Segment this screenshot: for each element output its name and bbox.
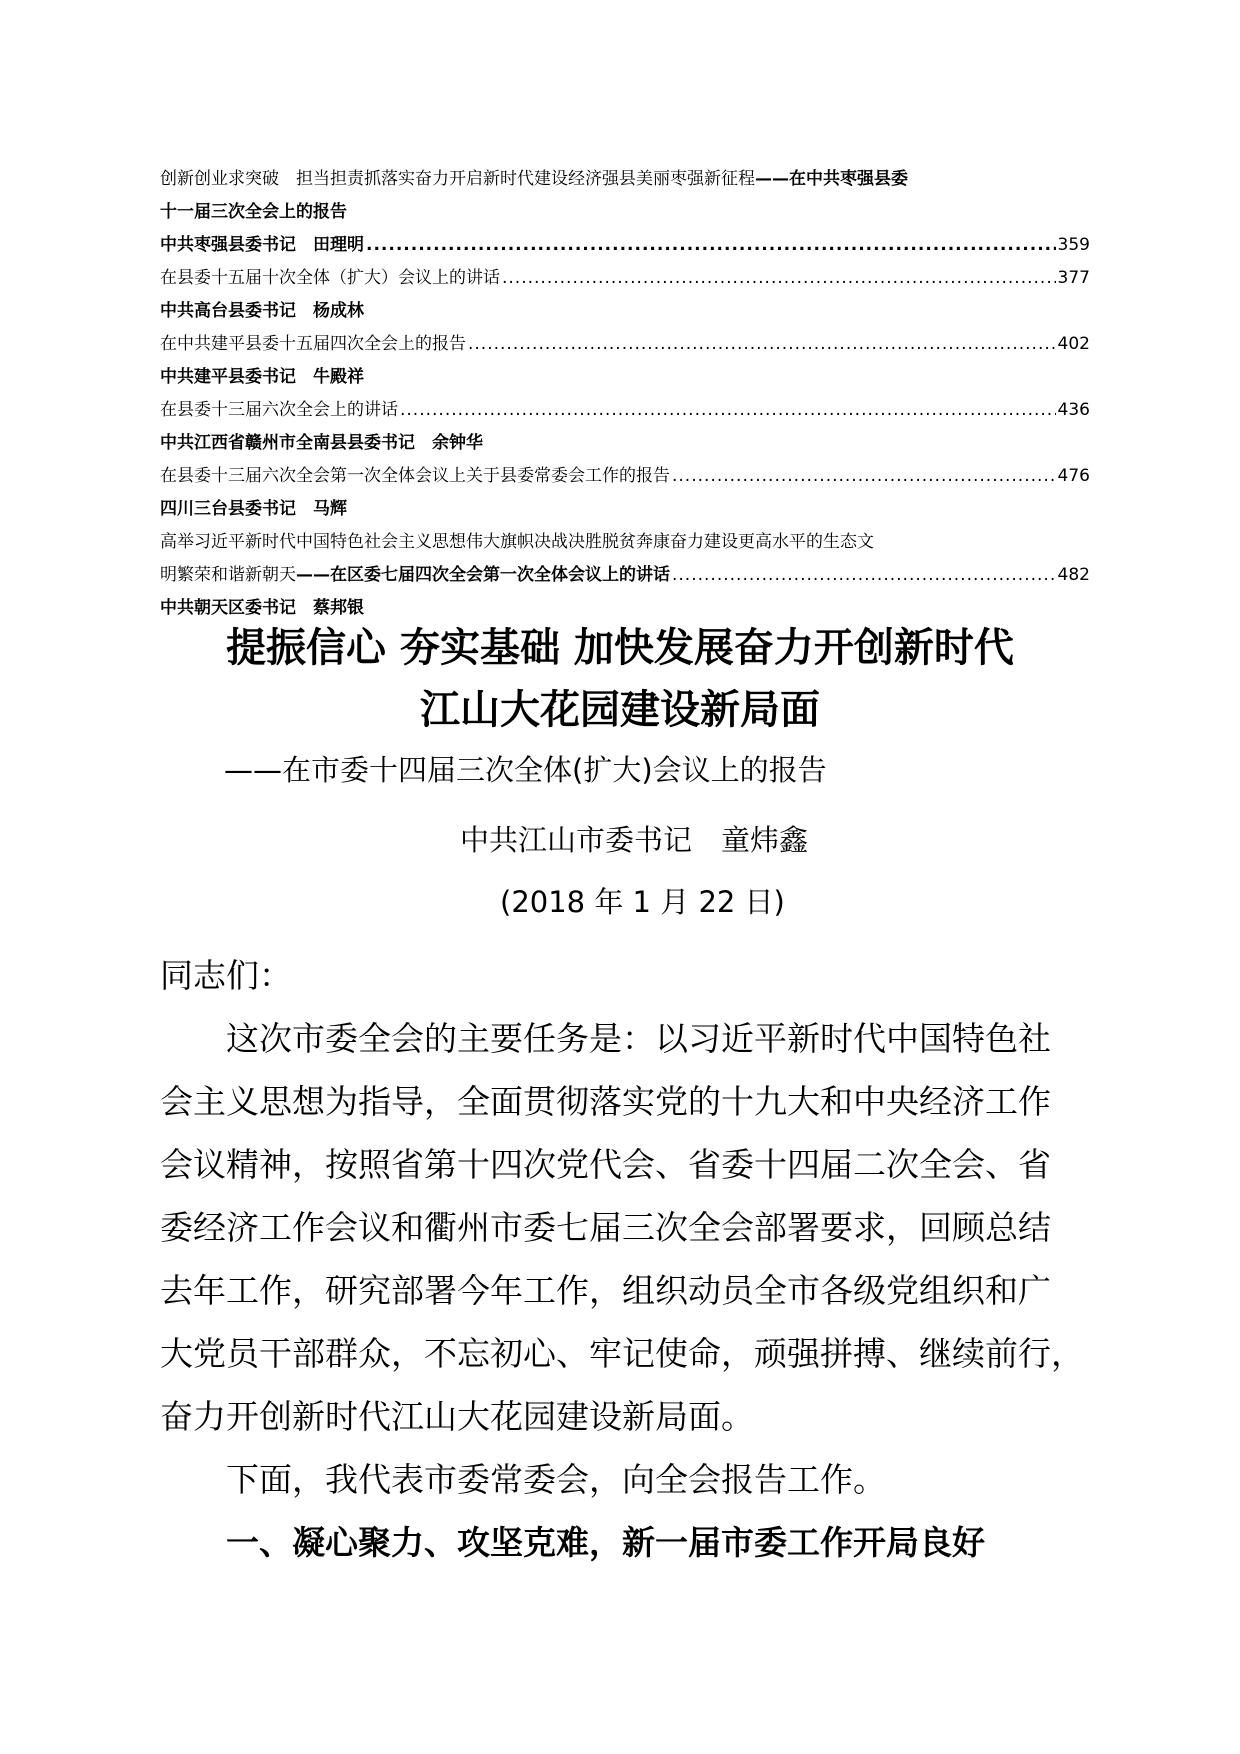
paragraph-line: 奋力开创新时代江山大花园建设新局面。 (160, 1397, 754, 1436)
toc-title-1-continued: 十一届三次全会上的报告 (160, 202, 347, 222)
toc-title-1 (160, 163, 1090, 196)
toc-title-1-main: 创新创业求突破 担当担责抓落实奋力开启新时代建设经济强县美丽枣强新征程 (160, 169, 755, 189)
toc-entry-5 (160, 460, 1090, 493)
paragraph-line: 会主义思想为指导，全面贯彻落实党的十九大和中央经济工作 (160, 1082, 1051, 1121)
paragraph-line: 委经济工作会议和衢州市委七届三次全会部署要求，回顾总结 (160, 1208, 1051, 1247)
toc-entry-2 (160, 262, 1090, 295)
toc-entry-1 (160, 229, 1090, 262)
toc-leader-dots (672, 460, 1056, 493)
toc-leader-dots (672, 559, 1056, 592)
toc-page-number: 476 (1057, 466, 1090, 486)
toc-entry-title: 在中共建平县委十五届四次全会上的报告 (160, 334, 466, 354)
toc-author-6: 中共朝天区委书记 蔡邦银 (160, 598, 364, 618)
toc-entry-title: 在县委十三届六次全会第一次全体会议上关于县委常委会工作的报告 (160, 466, 670, 486)
toc-leader-dots (468, 328, 1056, 361)
toc-entry-title: 明繁荣和谐新朝天 (160, 565, 296, 585)
toc-entry-subtitle: ——在区委七届四次全会第一次全体会议上的讲话 (296, 565, 670, 585)
toc-title-6: 高举习近平新时代中国特色社会主义思想伟大旗帜决战决胜脱贫奔康奋力建设更高水平的生态文 (160, 532, 874, 552)
paragraph-1 (160, 1007, 1120, 1448)
paragraph-line: 大党员干部群众，不忘初心、牢记使命，顽强拼搏、继续前行， (160, 1334, 1084, 1373)
document-title-line-1: 提振信心 夯实基础 加快发展奋力开创新时代 (226, 625, 1014, 671)
document-title-line-2: 江山大花园建设新局面 (420, 687, 820, 733)
paragraph-line: 去年工作，研究部署今年工作，组织动员全市各级党组织和广 (160, 1271, 1051, 1310)
toc-page-number: 377 (1057, 268, 1090, 288)
toc-page-number: 359 (1057, 235, 1090, 255)
document-date: (2018 年 1 月 22 日) (500, 885, 785, 919)
toc-author-1: 中共枣强县委书记 田理明 (160, 235, 364, 255)
toc-leader-dots (400, 394, 1056, 427)
document-subtitle: ——在市委十四届三次全体(扩大)会议上的报告 (224, 753, 827, 787)
toc-entry-3 (160, 328, 1090, 361)
toc-author-4: 中共江西省赣州市全南县县委书记 余钟华 (160, 433, 483, 453)
toc-entry-6 (160, 559, 1090, 592)
salutation: 同志们： (160, 956, 292, 995)
document-author: 中共江山市委书记 童炜鑫 (460, 823, 809, 857)
toc-page-number: 482 (1057, 565, 1090, 585)
toc-title-1-subtitle: ——在中共枣强县委 (755, 169, 908, 189)
paragraph-2: 下面，我代表市委常委会，向全会报告工作。 (226, 1460, 886, 1499)
toc-author-3: 中共建平县委书记 牛殿祥 (160, 367, 364, 387)
toc-entry-4 (160, 394, 1090, 427)
paragraph-line: 这次市委全会的主要任务是：以习近平新时代中国特色社 (226, 1019, 1051, 1058)
toc-entry-title: 在县委十五届十次全体（扩大）会议上的讲话 (160, 268, 500, 288)
paragraph-line: 会议精神，按照省第十四次党代会、省委十四届二次全会、省 (160, 1145, 1051, 1184)
table-of-contents (160, 163, 1090, 625)
toc-leader-dots (502, 262, 1056, 295)
section-heading-1: 一、凝心聚力、攻坚克难，新一届市委工作开局良好 (226, 1523, 985, 1562)
toc-author-5: 四川三台县委书记 马辉 (160, 499, 347, 519)
toc-page-number: 402 (1057, 334, 1090, 354)
toc-page-number: 436 (1057, 400, 1090, 420)
toc-author-2: 中共高台县委书记 杨成林 (160, 301, 364, 321)
toc-leader-dots (366, 229, 1056, 262)
toc-entry-title: 在县委十三届六次全会上的讲话 (160, 400, 398, 420)
